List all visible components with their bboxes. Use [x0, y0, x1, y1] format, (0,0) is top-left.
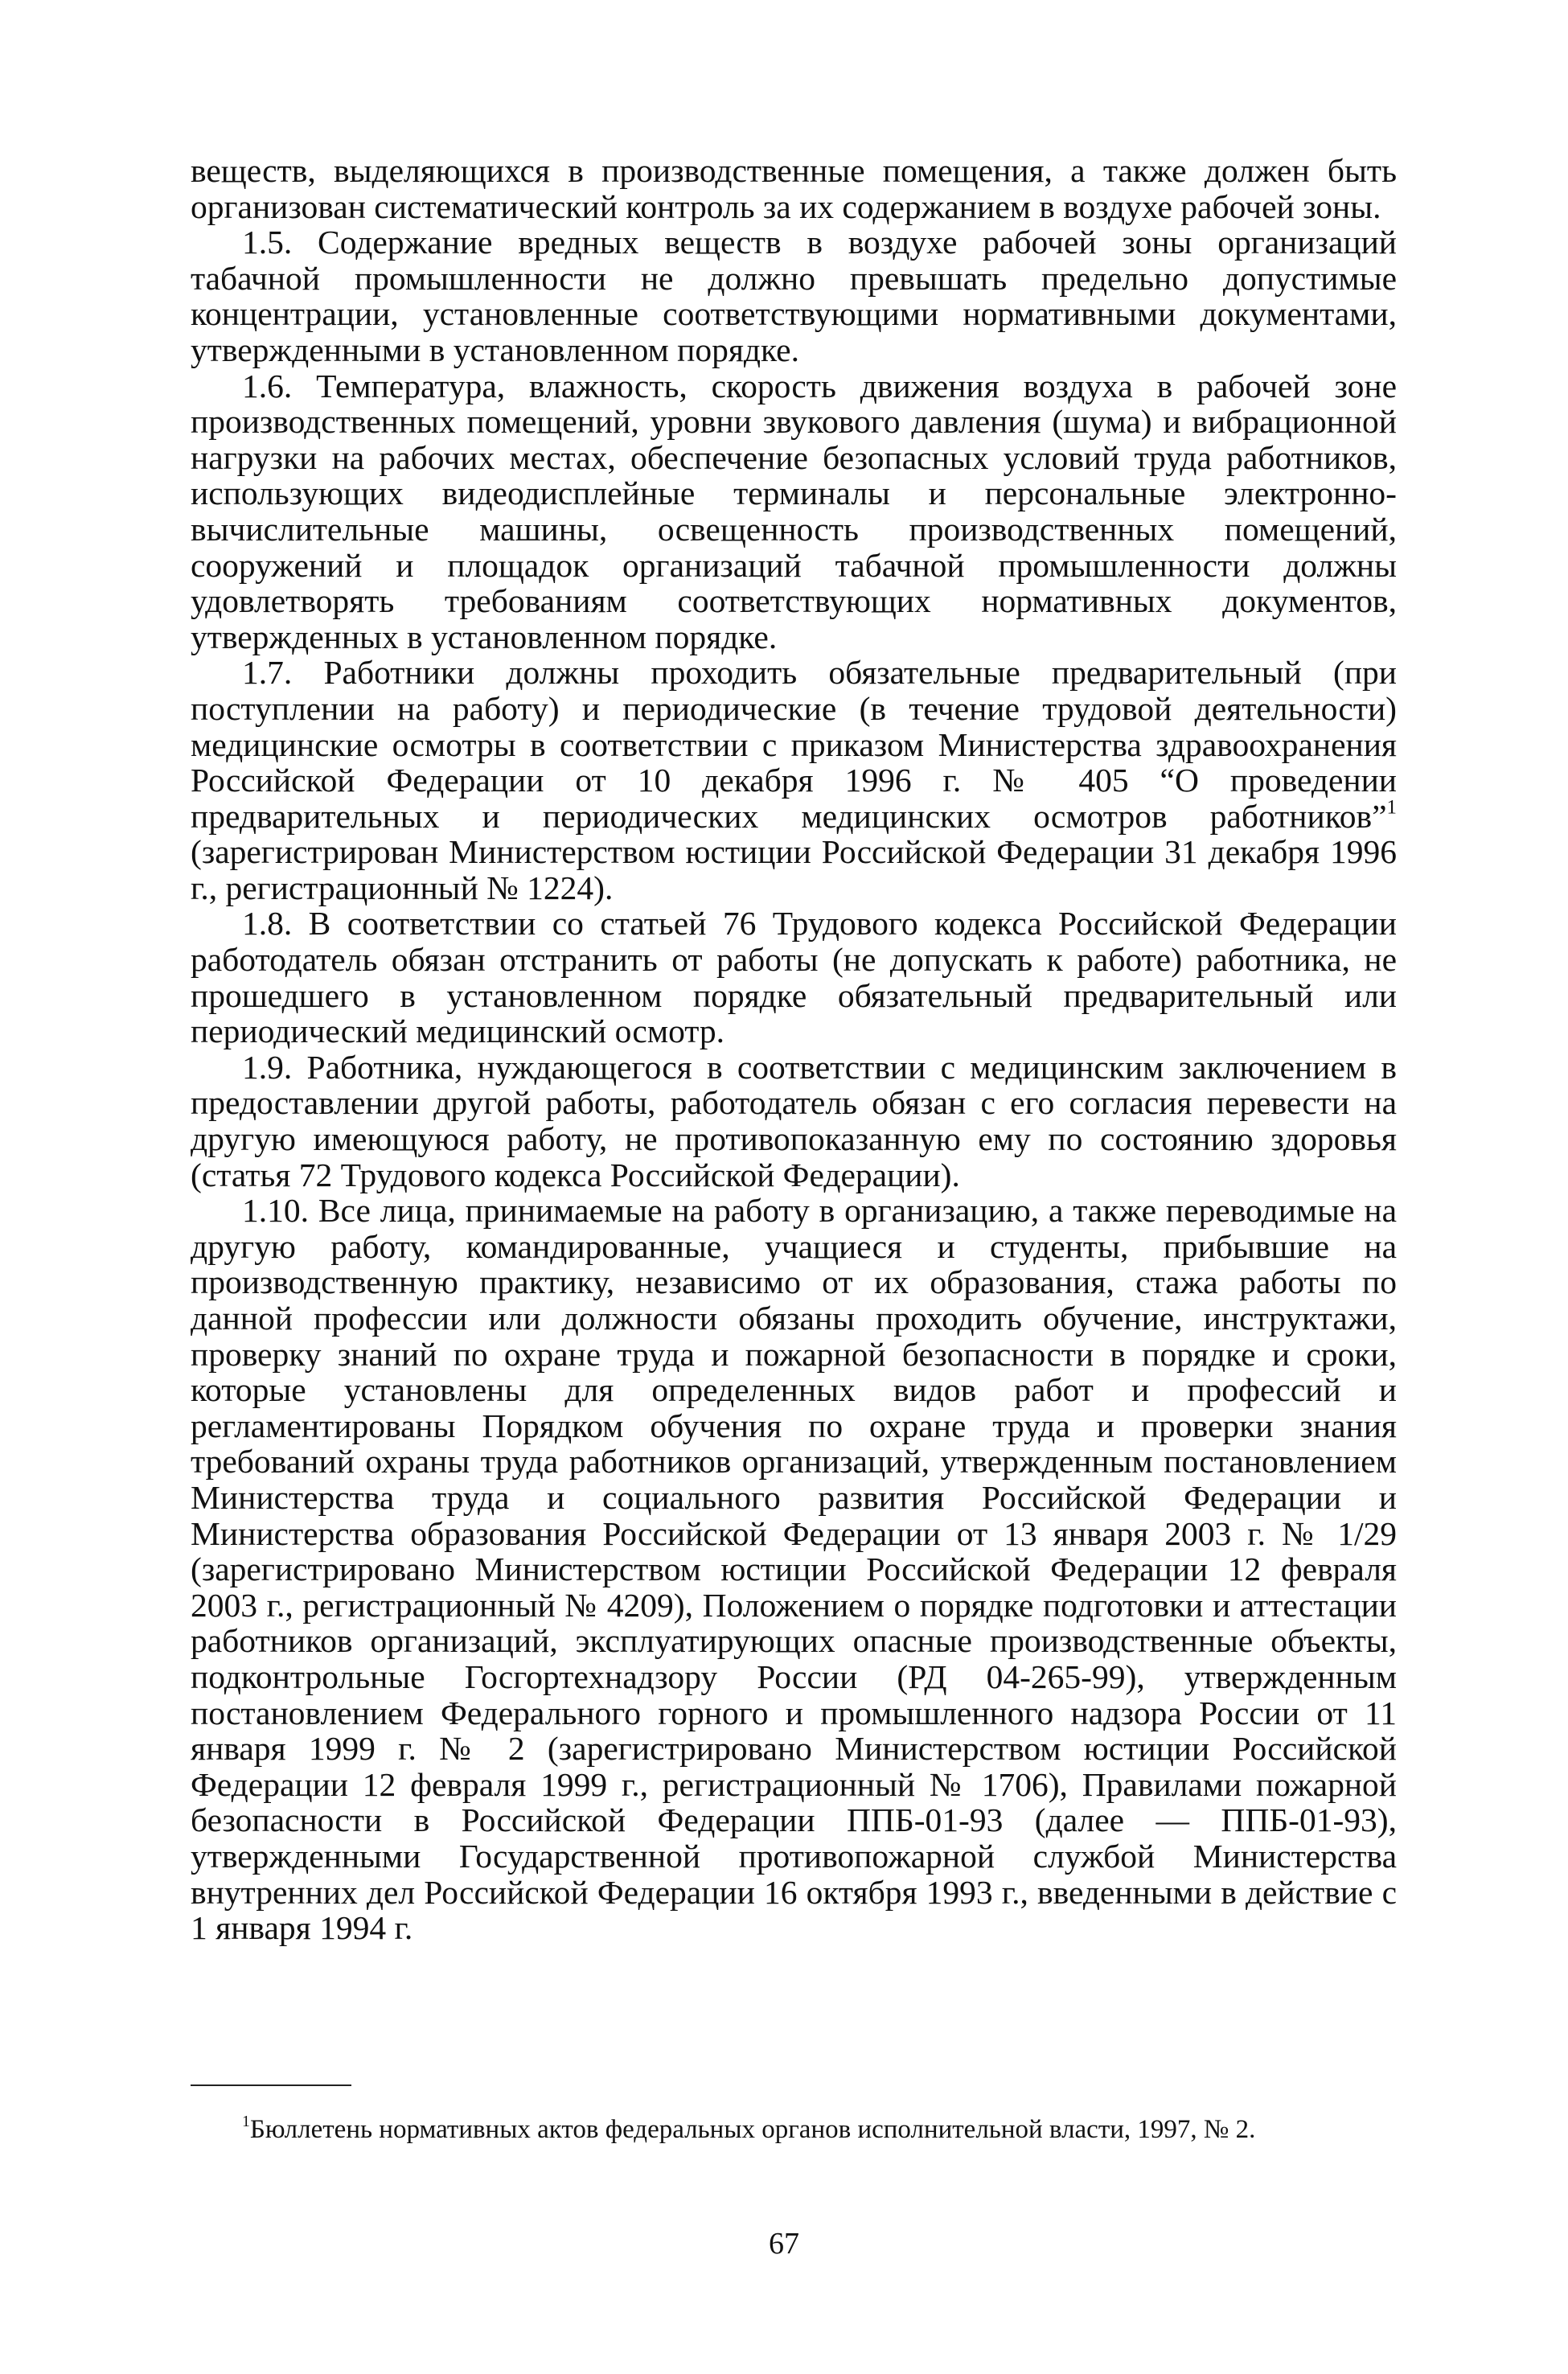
paragraph-1-10: 1.10. Все лица, принимаемые на работу в организацию, а также переводимые на другую работу, командированные, учащиеся и студенты, прибывшие на производственную практику, независимо от их образования, стажа работы по данной профессии или должности обязаны проходить обучение, инструктажи, проверку знаний по охране труда и пожарной безопасности в порядке и сроки, которые установлены для определенных видов работ и профессий и регламентированы Порядком обучения по охране труда и проверки знания требований охраны труда работников организаций, утвержденным постановлением Министерства труда и социального развития Российской Федерации и Министерства образования Российской Федерации от 13 января 2003 г. № 1/29 (зарегистрировано Министерством юстиции Российской Федерации 12 февраля 2003 г., регистрационный № 4209), Положением о порядке подготовки и аттестации работников организаций, эксплуатирующих опасные производственные объекты, подконтрольные Госгортехнадзору России (РД 04-265-99), утвержденным постановлением Федерального горного и промышленного надзора России от 11 января 1999 г. № 2 (зарегистрировано Министерством юстиции Российской Федерации 12 февраля 1999 г., регистрационный № 1706), Правилами пожарной безопасности в Российской Федерации ППБ-01-93 (далее — ППБ-01-93), утвержденными Государственной противопожарной службой Министерства внутренних дел Российской Федерации 16 октября 1993 г., введенными в действие с 1 января 1994 г. — [191, 1192, 1397, 1947]
paragraph-1-6: 1.6. Температура, влажность, скорость движения воздуха в рабочей зоне производственных помещений, уровни звукового давления (шума) и вибрационной нагрузки на рабочих местах, обеспечение безопасных условий труда работников, использующих видеодисплейные терминалы и персональные электронно-вычислительные машины, освещенность производственных помещений, сооружений и площадок организаций табачной промышленности должны удовлетворять требованиям соответствующих нормативных документов, утвержденных в установленном порядке. — [191, 367, 1397, 655]
footnote-text: Бюллетень нормативных актов федеральных органов исполнительной власти, 1997, № 2. — [249, 2115, 1256, 2144]
footnote-separator — [191, 2084, 351, 2086]
document-body — [191, 153, 1397, 1946]
footnote — [191, 2110, 1397, 2149]
paragraph-1-5: 1.5. Содержание вредных веществ в воздухе рабочей зоны организаций табачной промышленности не должно превышать предельно допустимые концентрации, установленные соответствующими нормативными документами, утвержденными в установленном порядке. — [191, 224, 1397, 368]
paragraph-1-7-text-after: (зарегистрирован Министерством юстиции Российской Федерации 31 декабря 1996 г., регистрационный № 1224). — [191, 833, 1397, 906]
paragraph-continued: веществ, выделяющихся в производственные помещения, а также должен быть организован систематический контроль за их содержанием в воздухе рабочей зоны. — [191, 152, 1397, 225]
paragraph-1-9: 1.9. Работника, нуждающегося в соответствии с медицинским заключением в предоставлении другой работы, работодатель обязан с его согласия перевести на другую имеющуюся работу, не противопоказанную ему по состоянию здоровья (статья 72 Трудового кодекса Российской Федерации). — [191, 1048, 1397, 1193]
page-number: 67 — [769, 2227, 799, 2261]
paragraph-1-7-text-before: 1.7. Работники должны проходить обязательные предварительный (при поступлении на работу) и периодические (в течение трудовой деятельности) медицинские осмотры в соответствии с приказом Министерства здравоохранения Российской Федерации от 10 декабря 1996 г. № 405 “О проведении предварительных и периодических медицинских осмотров работников” — [191, 654, 1397, 835]
footnote-reference-mark: 1 — [1386, 796, 1397, 819]
paragraph-1-7 — [191, 655, 1397, 906]
footnote-mark: 1 — [242, 2113, 250, 2131]
paragraph-1-8: 1.8. В соответствии со статьей 76 Трудового кодекса Российской Федерации работодатель обязан отстранить от работы (не допускать к работе) работника, не прошедшего в установленном порядке обязательный предварительный или периодический медицинский осмотр. — [191, 905, 1397, 1050]
